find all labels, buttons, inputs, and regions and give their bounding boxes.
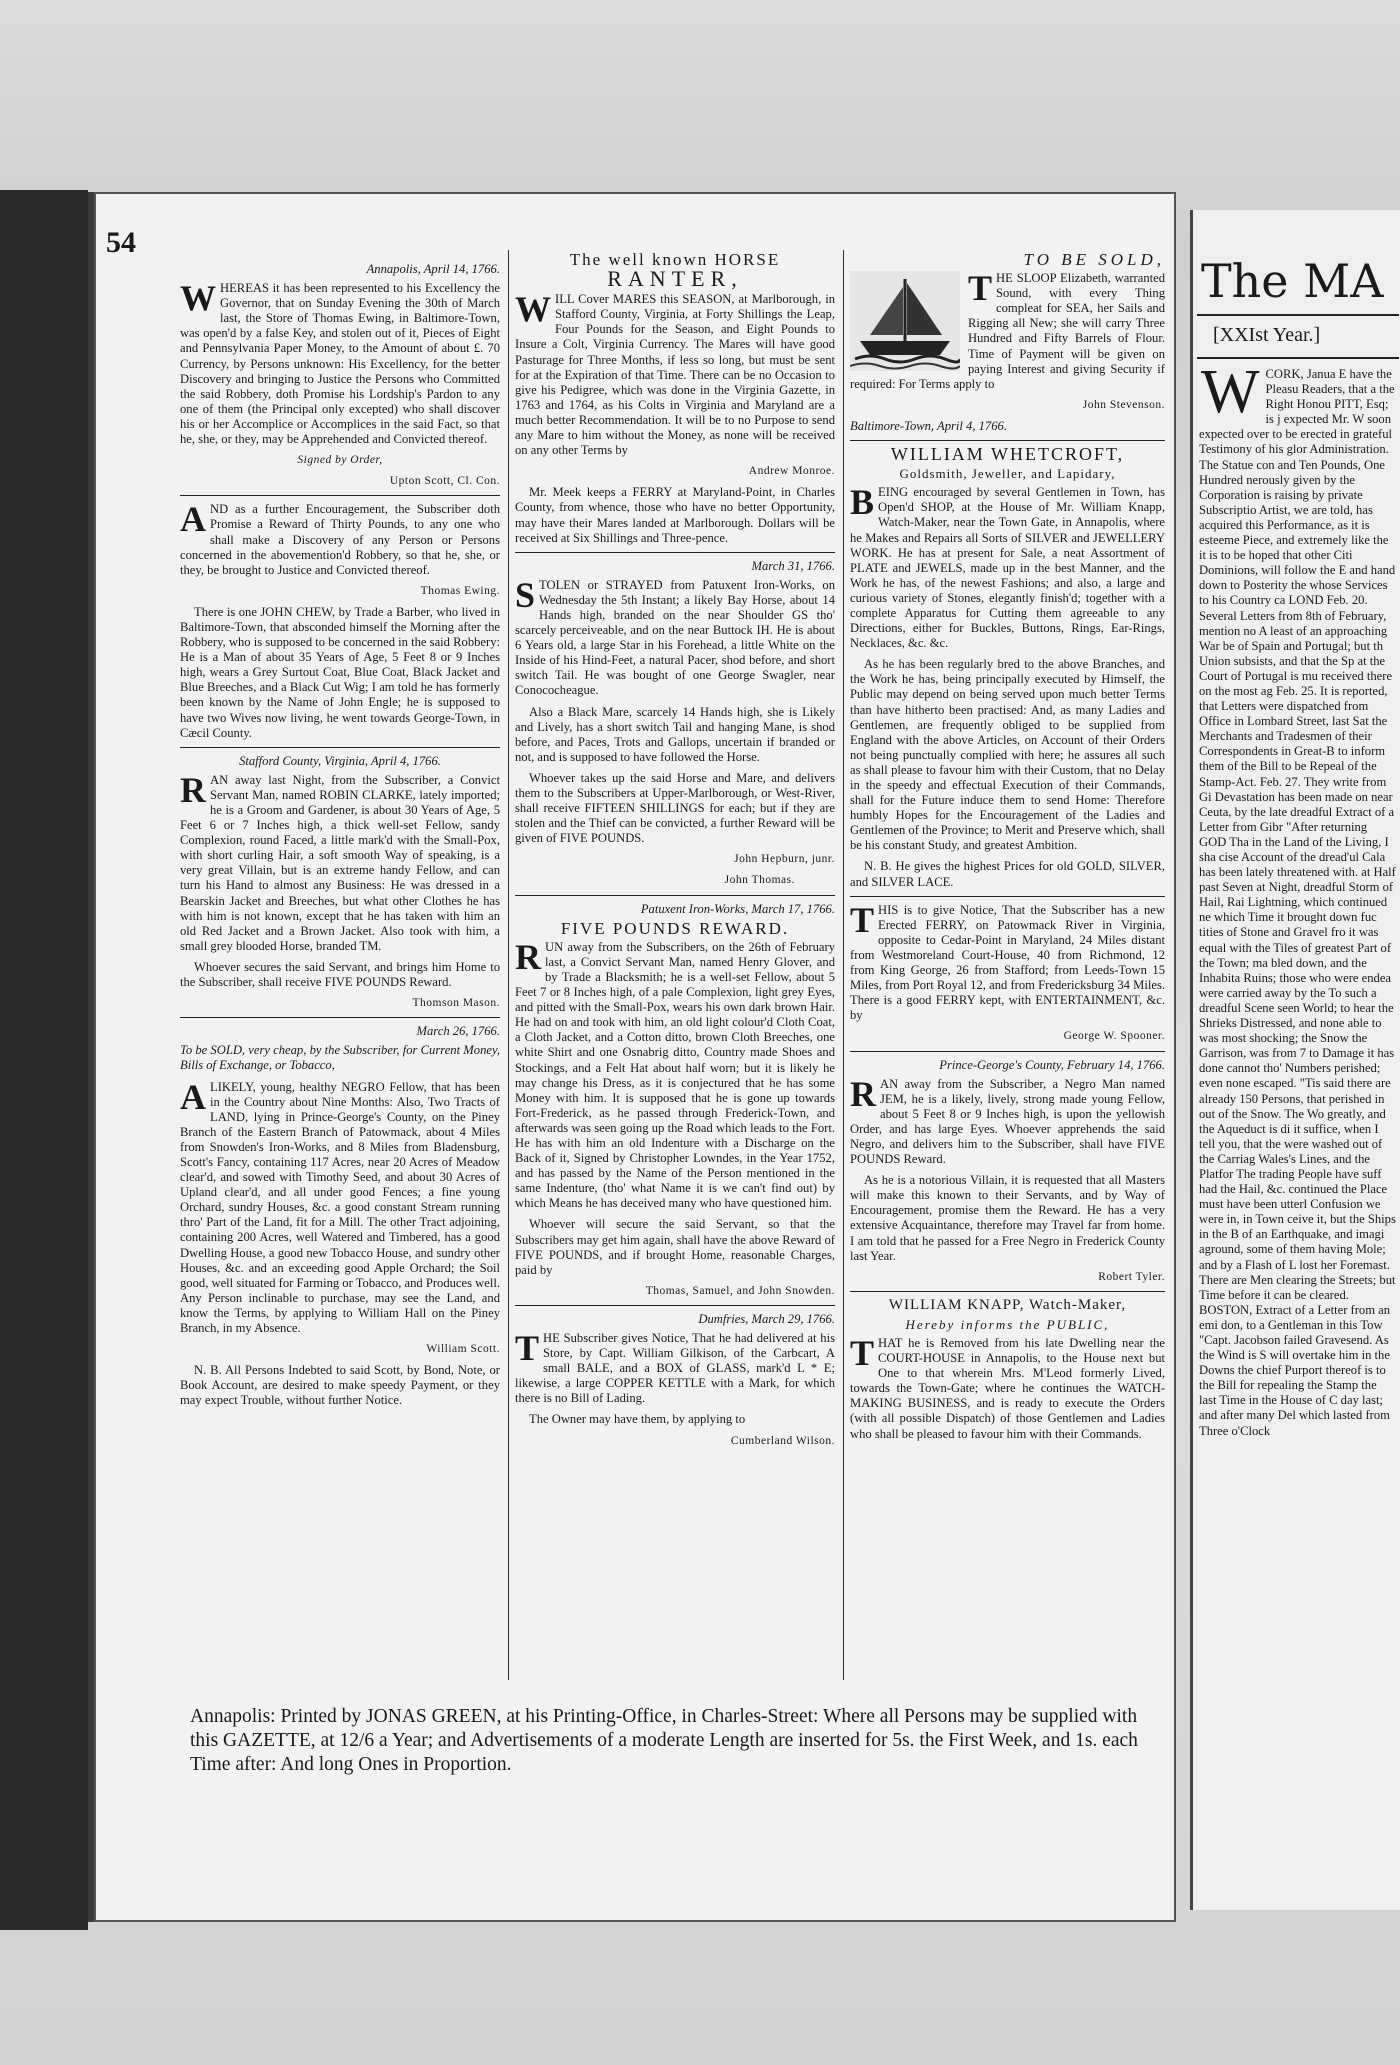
ad4-body2: As he is a notorious Villain, it is requested that all Masters will make this known to their Servants, and by Way of Encouragement, promise them the Reward. He has a very extensive Acquaintance, therefore may Travel far from home. I am told that he passed for a Free Negro in Frederick County last Year. <box>850 1173 1165 1263</box>
ad2-nb: N. B. He gives the highest Prices for old GOLD, SILVER, and SILVER LACE. <box>850 859 1165 889</box>
column-2 <box>515 248 835 1455</box>
ad4-intro: To be SOLD, very cheap, by the Subscriber, for Current Money, Bills of Exchange, or Tobacco, <box>180 1043 500 1073</box>
divider <box>850 1291 1165 1292</box>
ad3-body: RUN away from the Subscribers, on the 26th of February last, a Convict Servant Man, named Henry Glover, and by Trade a Blacksmith; he is a well-set Fellow, about 5 Feet 7 or 8 Inches high, of a pale Complexion, light grey Eyes, and pitted with the Small-Pox, wears his own dark brown Hair. He had on and took with him, an old light colour'd Cloth Coat, a Cloth Jacket, and a Cotton ditto, brown Cloth Breeches, one white Shirt and one Osnabrig ditto, Country made Shoes and Stockings, and a Felt Hat about half worn; but it is likely he may change his Dress, as it is conjectured that he has some Money with him. It is supposed that he is gone up towards Fort-Frederick, as he passed through Frederick-Town, and afterwards was seen going up the Road which leads to the Fort. He has with him an old Indenture with a Discharge on the Back of it, Signed by Christopher Lowndes, in the Year 1752, and has passed by the Name of the Person mentioned in the same Indenture, (tho' what Name it is we can't find out) by which Means he has deceived many who have questioned him. <box>515 936 835 1211</box>
ad1-dateline: Annapolis, April 14, 1766. <box>366 262 500 276</box>
ad2-head: WILLIAM WHETCROFT, <box>890 444 1125 465</box>
divider <box>180 495 500 496</box>
ad5-sub: Hereby informs the PUBLIC, <box>905 1316 1110 1332</box>
ad4-body2: The Owner may have them, by applying to <box>529 1412 746 1427</box>
ad4-body: ALIKELY, young, healthy NEGRO Fellow, that has been in the Country about Nine Months: Also, Two Tracts of LAND, lying in Prince-George's County, on the Piney Branch of the Eastern Branch of Patowmack, about 4 Miles from Snowden's Iron-Works, and 8 Miles from Bladensburg, Scott's Fancy, containing 117 Acres, near 20 Acres of Meadow clear'd, and sowed with Timothy Seed, and about 30 Acres of Upland clear'd, and all under good Fences; a fine young Orchard, sundry Houses, &c. a good constant Stream running thro' Part of the Land, fit for a Mill. The other Tract adjoining, containing 200 Acres, well Watered and Timbered, has a good Dwelling House, a good new Tobacco House, and sundry other Houses, &c. and an exceeding good Apple Orchard; the Soil good, well situated for Farming or Tobacco, and Produces well. Any Person inclinable to purchase, may see the Land, and know the Terms, by applying to William Hall on the Piney Branch, in my Absence. <box>180 1076 500 1335</box>
column-rule <box>843 250 844 1680</box>
divider <box>850 896 1165 897</box>
ad2-body2: There is one JOHN CHEW, by Trade a Barber, who lived in Baltimore-Town, that absconded himself the Morning after the Robbery, who is supposed to be concerned in the said Robbery: He is a Man of about 35 Years of Age, 5 Feet 8 or 9 Inches high, wears a Grey Surtout Coat, Blue Coat, Black Jacket and Blue Breeches, and a Black Cut Wig; I am told he has formerly been known by the Name of John Engle; he is supposed to have two Wives now living, he went towards George-Town, in Cæcil County. <box>180 604 500 740</box>
divider <box>1197 314 1399 316</box>
volume-year: [XXIst Year.] <box>1213 324 1321 346</box>
divider <box>515 895 835 896</box>
ad3-sig: Thomson Mason. <box>412 997 500 1010</box>
column-rule <box>508 250 509 1680</box>
ad4-sig: William Scott. <box>426 1343 500 1356</box>
masthead-title: The MA <box>1201 254 1384 308</box>
ad1-head1: The well known HORSE <box>569 250 781 269</box>
ad1-sig: Andrew Monroe. <box>748 465 835 478</box>
ad1-body: WILL Cover MARES this SEASON, at Marlborough, in Stafford County, Virginia, at Forty Shillings the Leap, Four Pounds for the Season, and Eight Pounds to Insure a Colt, Virginia Currency. The Mares will have good Pasturage for Three Months, if less so long, but must be sent for at the Expiration of that Time. There can be no Occasion to give his Pedigree, which was done in the Virginia Gazette, in 1763 and 1764, as his Colts in Virginia and Maryland are a much better Recommendation. It will be to no Purpose to send any Mare to him without the Money, as none will be received on any other Terms by <box>515 289 835 458</box>
ad2-sig2: John Thomas. <box>724 874 795 887</box>
ad1-sig: John Stevenson. <box>1082 398 1165 411</box>
facing-page <box>1190 210 1400 1910</box>
ad2-sig1: John Hepburn, junr. <box>734 853 835 866</box>
ad4-dateline: Dumfries, March 29, 1766. <box>698 1311 835 1326</box>
ad5-body: THAT he is Removed from his late Dwelling near the COURT-HOUSE in Annapolis, to the House next but One to that wherein Mrs. M'Leod formerly Lived, towards the Town-Gate; where he continues the WATCH-MAKING BUSINESS, and is ready to execute the Orders (with all possible Dispatch) of those Gentlemen and Ladies who shall be pleased to favour him with their Commands. <box>850 1333 1165 1441</box>
ad2-body: STOLEN or STRAYED from Patuxent Iron-Works, on Wednesday the 5th Instant; a likely Bay Horse, about 14 Hands high, branded on the near Shoulder GS tho' scarcely perceiveable, and on the near Buttock IH. He is about 6 Years old, a large Star in his Forehead, a little White on the Inside of his Hind-Feet, a natural Pacer, shod before, and short switch Tail. He was bought of one George Swagler, near Conococheague. <box>515 574 835 698</box>
ad4-dateline: Prince-George's County, February 14, 1766. <box>939 1057 1165 1072</box>
ad2-body2: Also a Black Mare, scarcely 14 Hands high, she is Likely and Lively, has a short switch Tail and hanging Mane, is shod before, and Paces, Trots and Gallops, uncertain if branded or not, and is supposed to have followed the Horse. <box>515 704 835 764</box>
ad3-body: THIS is to give Notice, That the Subscriber has a new Erected FERRY, on Patowmack River in Virginia, opposite to Cedar-Point in Maryland, 24 Miles distant from Westmoreland Court-House, 40 from Richmond, 12 from King George, 26 from Stafford; from Leeds-Town 15 Miles, from Port Royal 12, and from Fredericksburg 34 Miles. There is a good FERRY kept, with ENTERTAINMENT, &c. by <box>850 899 1165 1023</box>
ad2-body2: As he has been regularly bred to the above Branches, and the Work he has, being principally executed by Himself, the Public may depend on being served upon much better Terms than have hitherto been practised: And, as many Ladies and Gentlemen, are frequently obliged to be supplied from England with the above Articles, on Account of their Orders not being punctually complied with here; he assures all such as shall please to favour him with their Custom, that no Delay in the speedy and effectual Execution of their Commands, shall for the Future induce them to send Home: Therefore humbly Hopes for the Encouragement of the Ladies and Gentlemen of the Province; to Merit and Preserve which, shall be his constant Study, and greatest Ambition. <box>850 657 1165 853</box>
ad3-dateline: Stafford County, Virginia, April 4, 1766. <box>239 753 441 768</box>
ad1-place: Baltimore-Town, April 4, 1766. <box>850 418 1007 433</box>
ad2-dateline: March 31, 1766. <box>751 558 835 573</box>
divider <box>850 1051 1165 1052</box>
ad1-sig1: Signed by Order, <box>297 454 383 467</box>
ad3-body: RAN away last Night, from the Subscriber, a Convict Servant Man, named ROBIN CLARKE, lately imported; he is a Groom and Gardener, is about 30 Years of Age, 5 Feet 6 or 7 Inches high, a thick well-set Fellow, sandy Complexion, round Faced, a little mark'd with the Small-Pox, with short curling Hair, a soft smooth Way of speaking, is a very great Villain, but is an extreme handy Fellow, and can turn his Hand to almost any Business: He was dressed in a Bearskin Jacket and Breeches, but what other Clothes he has with him is not known, except that he has taken with him an old Red Jacket and a Brown Jacket. Also took with him, a small grey blooded Horse, branded TM. <box>180 769 500 953</box>
ad4-body: RAN away from the Subscriber, a Negro Man named JEM, he is a likely, lively, strong made young Fellow, about 5 Feet 8 or 9 Inches high, is upon the yellowish Order, and has large Eyes. Whoever apprehends the said Negro, and delivers him to the Subscriber, shall have FIVE POUNDS Reward. <box>850 1073 1165 1167</box>
ad3-body2: Whoever secures the said Servant, and brings him Home to the Subscriber, shall receive FIVE POUNDS Reward. <box>180 959 500 990</box>
facing-page-text: WCORK, Janua E have the Pleasu Readers, that a the Right Honou PITT, Esq; is j expected Mr. W soon expected over to be erected in grateful Testimony of his glor Administration. The Statue con and Ten Pounds, One Hundred nerously given by the Corporation is raising by private Subscriptio Artist, we are told, has acquired this Performance, as it is esteeme Piece, and extremely like the it is to be hoped that other Citi Dominions, will follow the E and hand down to Posterity the whose Services to his Country ca LOND Feb. 20. Several Letters from 8th of February, mention no A least of an approaching War be of Spain and Portugal; but th Union subsists, and that the Sp at the Court of Portugal is mu received there on the most ag Feb. 25. It is reported, that Letters were dispatched from Office in Lombard Street, last Sat the Merchants and Tradesmen of their Correspondents in Great-B to inform them of the Bill to be Repeal of the Stamp-Act. Feb. 27. They write from Gi Devastation has been made on near Ceuta, by the late dreadful Extract of a Letter from Gibr "After returning GOD Tha in the Land of the Living, I sha cise Account of the dread'ul Cala has been lately threatened with. at Half past Seven at Night, dreadful Storm of Hail, Rai Lightning, which continued ne which Time it brought down fuc tities of Stone and Gravel fro it was equal with the Tiles of greatest Part of the Town; ma bled down, and the Inhabita Ruins; those who were endea were carried away by the To such a dreadful Scene seen World; to hear the Shrieks Distressed, and none able to was most shocking; the Snow the Garrison, was from 7 to Damage it has done cannot tho' Numbers perished; even none escaped. "Tis said there are already 150 Persons, that perished in out of the Snow. The Wo greatly, and the Aqueduct is di it suffice, when I tell you, that the were washed out of the Carriag Wales's Lines, and the Platfor The trading People have suff had the Hail, &c. continued the Place must have been utterl Confusion we were in, in Town ceive it, but the Ships in the B of an Earthquake, and imagi aground, some of them having Mole; and by a Flash of L lost her Foremast. There are Men clearing the Streets; but Time before it can be cleared. BOSTON, Extract of a Letter from an emi don, to a Gentleman in this Tow "Capt. Jacobson failed Gravesend. As the Wind is S will overtake him in the Downs the chief Purport thereof is to the Bill for repealing the Stamp the last Time in the House of C day last; and after many Del which lasted from Three o'Clock <box>1199 358 1396 1438</box>
ad3-sig: George W. Spooner. <box>1063 1030 1165 1043</box>
ad3-dateline: Patuxent Iron-Works, March 17, 1766. <box>640 901 835 916</box>
page-number: 54 <box>106 226 136 259</box>
ad4-sig: Robert Tyler. <box>1098 1270 1165 1283</box>
ad1-body: WHEREAS it has been represented to his Excellency the Governor, that on Sunday Evening the 30th of March last, the Store of Thomas Ewing, in Baltimore-Town, was open'd by a false Key, and stolen out of it, Pieces of Eight and Pennsylvania Paper Money, to the Amount of about £. 70 Currency, by Persons unknown: His Excellency, for the better Discovery and bringing to Justice the Persons who Committed the said Robbery, doth Promise his Lordship's Pardon to any one of them (the Principal only excepted) who shall discover his or her Accomplice or Accomplices in the said Fact, so that he, she, or they, may be Apprehended and Convicted thereof. <box>180 278 500 447</box>
ad4-body: THE Subscriber gives Notice, That he had delivered at his Store, by Capt. William Gilkison, of the Carbcart, A small BALE, and a BOX of GLASS, mark'd L * E; likewise, a large COPPER KETTLE with a Mark, for which there is no Bill of Lading. <box>515 1328 835 1406</box>
column-1 <box>180 248 500 1414</box>
divider <box>180 747 500 748</box>
ad4-dateline: March 26, 1766. <box>416 1024 500 1039</box>
ad2-body: AND as a further Encouragement, the Subscriber doth Promise a Reward of Thirty Pounds, to any one who shall make a Discovery of any Person or Persons concerned in the abovemention'd Robbery, so that he, she, or they, be brought to Justice and Convicted thereof. <box>180 499 500 577</box>
ad3-sig: Thomas, Samuel, and John Snowden. <box>645 1284 835 1297</box>
imprint-footer: Annapolis: Printed by JONAS GREEN, at his Printing-Office, in Charles-Street: Where all Persons may be supplied with this GAZETTE, at 12/6 a Year; and Advertisements of a moderate Length are inserted for 5s. the First Week, and 1s. each Time after: And long Ones in Proportion. <box>190 1706 1138 1775</box>
ad2-body3: Whoever takes up the said Horse and Mare, and delivers them to the Subscribers at Upper-Marlborough, or West-River, shall receive FIFTEEN SHILLINGS for each; but if they are stolen and the Thief can be convicted, a further Reward will be given of FIVE POUNDS. <box>515 770 835 846</box>
divider <box>515 1305 835 1306</box>
ad1-head2: RANTER, <box>607 266 743 292</box>
ship-woodcut-icon <box>850 271 960 371</box>
book-binding <box>0 190 88 1930</box>
ad2-sub: Goldsmith, Jeweller, and Lapidary, <box>899 466 1116 482</box>
ad5-head: WILLIAM KNAPP, Watch-Maker, <box>888 1296 1127 1313</box>
divider <box>515 552 835 553</box>
ad4-nb: N. B. All Persons Indebted to said Scott, by Bond, Note, or Book Account, are desired to make speedy Payment, or they may expect Trouble, without further Notice. <box>180 1363 500 1408</box>
ad2-body: BEING encouraged by several Gentlemen in Town, has Open'd SHOP, at the House of Mr. William Knapp, Watch-Maker, near the Town Gate, in Annapolis, where he Makes and Repairs all Sorts of SILVER and JEWELLERY WORK. He has at present for Sale, a neat Assortment of PLATE and JEWELS, made up in the best Manner, and the Work he has, of the newest Fashions; and also, a large and curious variety of Stones, elegantly finish'd; together with a complete Apparatus for Cutting them agreeable to any Directions, either for Buckles, Buttons, Rings, Ear-Rings, Necklaces, &c. &c. <box>850 482 1165 651</box>
ad1-body: THE SLOOP Elizabeth, warranted Sound, with every Thing compleat for SEA, her Sails and Rigging all New; she will carry Three Hundred and Fifty Barrels of Flour. Time of Payment will be given on paying Interest and giving Security if required: For Terms apply to <box>850 268 1165 391</box>
ad2-sig: Thomas Ewing. <box>420 584 500 597</box>
ad3-head: FIVE POUNDS REWARD. <box>560 918 790 938</box>
ad1-head: TO BE SOLD, <box>1023 250 1165 269</box>
divider <box>180 1017 500 1018</box>
ad1-body2: Mr. Meek keeps a FERRY at Maryland-Point, in Charles County, from whence, those who have no better Opportunity, may have their Mares landed at Marlborough. Dollars will be received at Six Shillings and Three-pence. <box>515 485 835 545</box>
divider <box>850 440 1165 441</box>
ad4-sig: Cumberland Wilson. <box>730 1434 835 1447</box>
ad1-sig2: Upton Scott, Cl. Con. <box>389 475 500 488</box>
ad3-body2: Whoever will secure the said Servant, so that the Subscribers may get him again, shall have the above Reward of FIVE POUNDS, and if brought Home, reasonable Charges, paid by <box>515 1217 835 1277</box>
column-3 <box>850 248 1165 1448</box>
